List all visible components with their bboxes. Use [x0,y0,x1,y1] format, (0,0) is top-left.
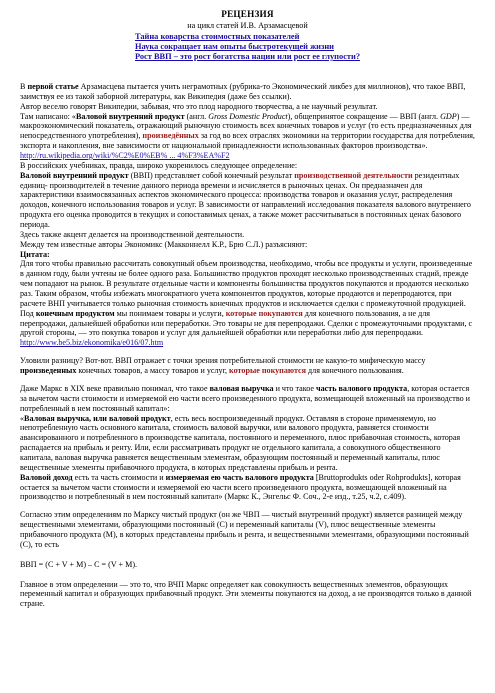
bold-text: Цитата: [20,249,50,259]
text: для конечного пользования, а не для перепродажи, дальнейшей обработки или переработки. Это товары не для перепродажи. Сделки с промежуточными продуктами, с другой стороны, — это покупка товаров и услуг для дальнейшей обработки или переработки либо для перепродажи. [20,308,473,338]
spacer [20,550,475,558]
italic-text: Gross Domestic Product [208,111,288,121]
quote-paragraph: Для того чтобы правильно рассчитать совокупный объем производства, необходимо, чтобы все продукты и услуги, произведенные в данном году, были учтены не более одного раза. Большинство продуктов проходят несколько производственных стадий, прежде чем попадают на рынок. В результате отдельные части и компоненты большинства продуктов покупаются и продаются несколько раз. Таким образом, чтобы избежать многократного учета компонентов продуктов, которые продаются и перепродаются, при расчете ВНП учитывается только рыночная стоимость конечных продуктов и исключается сделки с промежуточной продукцией. [20,259,473,308]
text: Уловили разницу? Вот-вот. ВВП отражает с точки зрения потребительной стоимости не какую-то мифическую массу [20,356,426,366]
bold-text: конечным продуктом [35,308,115,318]
article-body [20,82,475,609]
article-link-2[interactable]: Наука сокращает нам опыты быстротекущей жизни [134,42,335,52]
text: [Bruttoprodukts oder Rohprodukts], которая остается за вычетом части стоимости и измеряемой ею части всего произведенного продукта, возмещающей вложенный на производство и потребленный в нем постоянный капитал» (Маркс К., Энгельс Ф. Соч., 2-е изд., т.25, ч.2, с.409). [20,472,461,502]
text: В [20,82,28,91]
quote-label [20,250,475,260]
text: для конечного пользования. [306,366,404,376]
highlight-text: которые покупаются [229,366,307,376]
article-link-1[interactable]: Тайна коварства стоимостных показателей [134,32,300,42]
text: , которая остается за вычетом части стоимости и измеряемой ею части всего произведенного продукта, возмещающей вложенный на производство и потребленный в нем постоянный капитал»: [20,383,470,413]
quote-paragraph [20,309,475,339]
text: (ВВП) представляет собой конечный результат [128,170,295,180]
text: мы понимаем товары и услуги, [114,308,226,318]
text: Под [20,308,36,318]
highlight-text: которые покупаются [225,308,303,318]
text: есть та часть стоимости и [72,472,166,482]
spacer [20,502,475,510]
paragraph [20,356,475,376]
bold-text: первой статье [27,82,79,91]
text: за год во всех отраслях экономики на территории государства для потребления, экспорта и накопления, вне зависимости от национальной принадлежности использованных факторов производства». [20,131,475,151]
page-subtitle: на цикл статей И.В. Арзамасцевой [187,21,308,31]
paragraph [20,414,475,473]
paragraph [20,384,475,414]
text: резидентных единиц- производителей в течение данного периода времени и исчисляется в рыночных ценах. Он предназначен для характеристики взаимосвязанных аспектов экономического процесса: производства товаров и оказания услуг, распределения доходов, конечного использования товаров и услуг. В зависимости от направлений исследования показателя валового внутреннего продукта его оценка проводится в текущих и сопоставимых ценах, а также может рассчитываться в постоянных ценах базового периода. [20,170,471,230]
paragraph: Согласно этим определениям по Марксу чистый продукт (он же ЧВП — чистый внутренний продукт) является разницей между вещественными элементами, образующими постоянный (C) и переменный капиталы (V), плюс вещественные элементы прибавочного продукта (M), в которых представлены прибыль и рента, и вещественными элементами, образующими постоянный (C), то есть [20,510,469,549]
page-title: РЕЦЕНЗИЯ [221,9,274,19]
text: ) — макроэкономический показатель, отражающий рыночную стоимость всех конечных товаров и услуг (то есть предназначенных для непосредственного употребления), [20,111,472,141]
bold-text: валовая выручка [209,383,274,393]
paragraph [20,82,475,102]
spacer [20,376,475,384]
paragraph [20,112,475,151]
spacer [20,348,475,356]
article-links [135,32,360,62]
paragraph: Главное в этом определении — это то, что ВЧП Маркс определяет как совокупность вещественных элементов, образующих переменный капитал и образующих прибавочный продукт. Эти элементы покупаются на доход, а не производятся только в данной стране. [20,579,472,609]
link-line [20,338,475,348]
article-link-3[interactable]: Рост ВВП – это рост богатства нации или рост ее глупости? [134,52,361,62]
text: конечных товаров, а массу товаров и услуг, [76,366,230,376]
bold-text: произведенных [20,366,77,376]
text: « [20,413,25,423]
bold-text: Валовая выручка, или валовой продукт [24,413,171,423]
highlight-text: производственной деятельности [294,170,413,180]
source-link[interactable]: http://www.be5.biz/ekonomika/e016/07.htm [20,338,164,348]
bold-text: Валовой внутренний продукт [75,111,185,121]
bold-text: измеряемая ею часть валового продукта [165,472,314,482]
bold-text: Валовой внутренний продукт [20,170,129,180]
wikipedia-link[interactable]: http://ru.wikipedia.org/wiki/%C2%E0%EB% ... 4%F3%EA%F2 [20,151,230,161]
article-header [0,9,495,62]
italic-text: GDP [440,111,457,121]
paragraph [20,473,475,503]
text: ), общепринятое сокращение — ВВП (англ. [287,111,441,121]
text: и что такое [273,383,317,393]
highlight-text: произведённых [142,131,199,141]
paragraph: Здесь также акцент делается на производственной деятельности. [20,229,245,239]
bold-text: Валовой доход [20,472,73,482]
formula: ВВП = (C + V + M) – C = (V + M). [20,559,138,569]
text: Арзамасцева пытается учить неграмотных (рубрика-то Экономический ликбез для миллионов), что такое ВВП, заимствуя ее из такой заборной литературы, как Википедия (даже без ссылки). [20,82,466,101]
text: , есть весь воспроизведенный продукт. Оставляя в стороне применяемую, но непотребленную часть основного капитала, стоимость валовой выручки, или валового продукта, равняется стоимости авансированного и потребленного в производстве капитала, постоянного и переменного, плюс прибавочная стоимость, которая распадается на прибыль и ренту. Или, если рассматривать продукт не отдельного капитала, а совокупного общественного капитала, валовая выручка равняется вещественным элементам, образующим постоянный и переменный капиталы, плюс вещественные элементы прибавочного продукта, в которых представлены прибыль и рента. [20,413,461,472]
text: Даже Маркс в XIX веке правильно понимал, что такое [20,383,210,393]
paragraph: Автор веселю говорят Википедии, забывая, что это плод народного творчества, а не научный результат. [20,101,378,111]
bold-text: часть валового продукта [316,383,408,393]
paragraph: В российских учебниках, правда, широко укоренилось следующее определение: [20,160,298,170]
paragraph [20,171,475,230]
text: Там написано: « [20,111,76,121]
spacer [20,572,475,580]
link-line [20,151,475,161]
paragraph: Между тем известные авторы Экономикс (Макконнелл К.Р., Брю С.Л.) разъясняют: [20,239,308,249]
text: (англ. [184,111,209,121]
